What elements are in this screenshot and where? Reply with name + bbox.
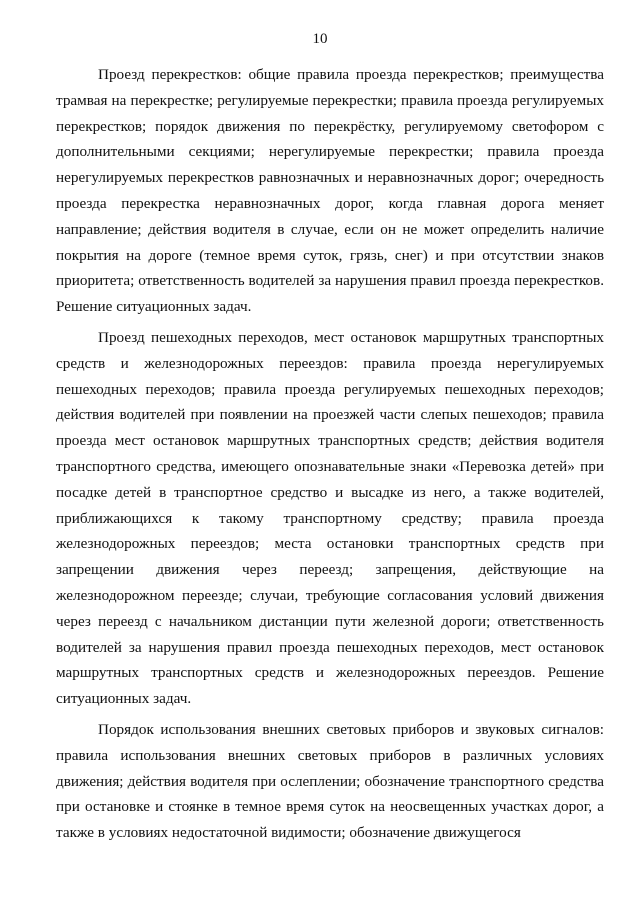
document-body xyxy=(56,62,604,846)
paragraph-intersections: Проезд перекрестков: общие правила проезда перекрестков; преимущества трамвая на перекрестке; регулируемые перекрестки; правила проезда регулируемых перекрестков; порядок движения по перекрёстку, регулируемому светофором с дополнительными секциями; нерегулируемые перекрестки; правила проезда нерегулируемых перекрестков равнозначных и неравнозначных дорог; очередность проезда перекрестка неравнозначных дорог, когда главная дорога меняет направление; действия водителя в случае, если он не может определить наличие покрытия на дороге (темное время суток, грязь, снег) и при отсутствии знаков приоритета; ответственность водителей за нарушения правил проезда перекрестков. Решение ситуационных задач. xyxy=(56,66,604,316)
paragraph-crossings: Проезд пешеходных переходов, мест остановок маршрутных транспортных средств и железнодорожных переездов: правила проезда нерегулируемых пешеходных переходов; правила проезда регулируемых пешеходных переходов; действия водителей при появлении на проезжей части слепых пешеходов; правила проезда мест остановок маршрутных транспортных средств; действия водителя транспортного средства, имеющего опознавательные знаки «Перевозка детей» при посадке детей в транспортное средство и высадке из него, а также водителей, приближающихся к такому транспортному средству; правила проезда железнодорожных переездов; места остановки транспортных средств при запрещении движения через переезд; запрещения, действующие на железнодорожном переезде; случаи, требующие согласования условий движения через переезд с начальником дистанции пути железной дороги; ответственность водителей за нарушения правил проезда пешеходных переходов, мест остановок маршрутных транспортных средств и железнодорожных переездов. Решение ситуационных задач. xyxy=(56,328,604,708)
paragraph-lights-signals: Порядок использования внешних световых приборов и звуковых сигналов: правила использования внешних световых приборов в различных условиях движения; действия водителя при ослеплении; обозначение транспортного средства при остановке и стоянке в темное время суток на неосвещенных участках дорог, а также в условиях недостаточной видимости; обозначение движущегося xyxy=(56,720,604,842)
page-number: 10 xyxy=(312,31,328,47)
